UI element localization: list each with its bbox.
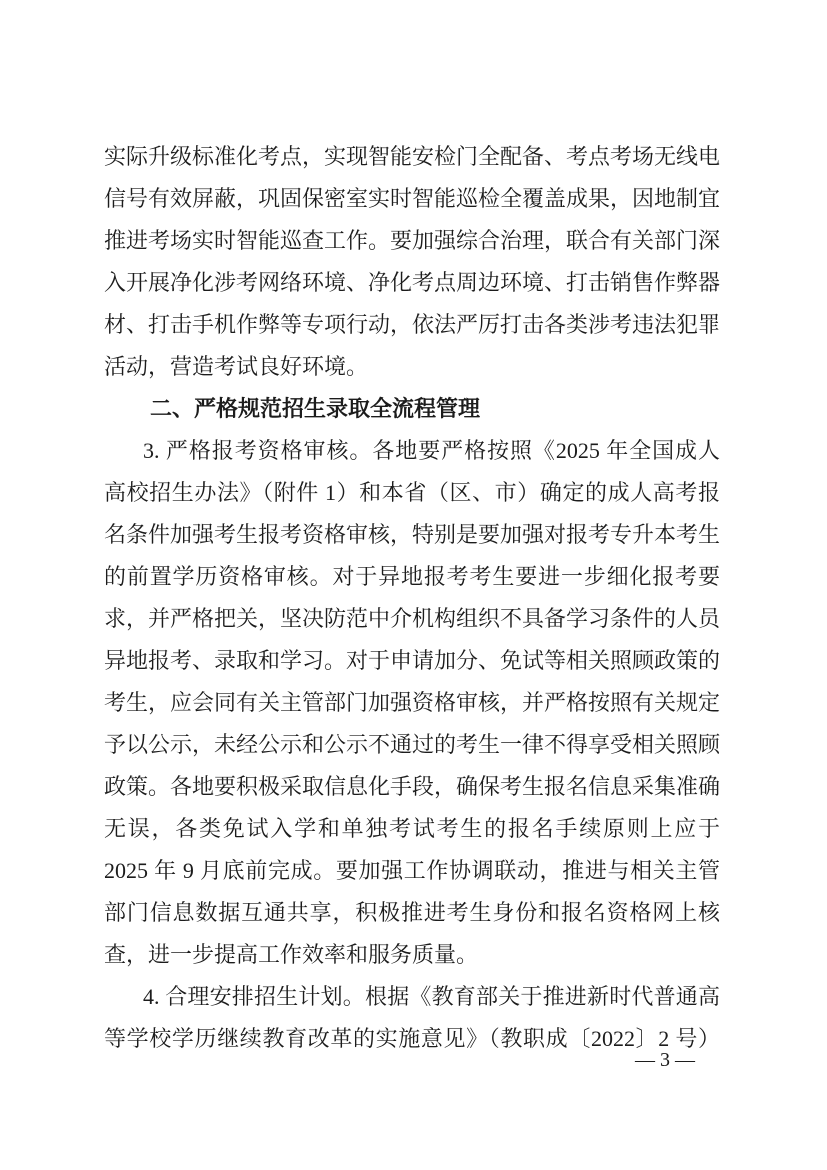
body-line: 推进考场实时智能巡查工作。要加强综合治理，联合有关部门深 (104, 228, 720, 253)
body-line: 2025 年 9 月底前完成。要加强工作协调联动，推进与相关主管 (104, 858, 720, 883)
body-line: 部门信息数据互通共享，积极推进考生身份和报名资格网上核 (104, 900, 720, 925)
body-line: 高校招生办法》（附件 1）和本省（区、市）确定的成人高考报 (104, 480, 720, 505)
body-line: 无误，各类免试入学和单独考试考生的报名手续原则上应于 (104, 816, 720, 841)
body-line: 考生，应会同有关主管部门加强资格审核，并严格按照有关规定 (104, 690, 720, 715)
body-line: 予以公示，未经公示和公示不通过的考生一律不得享受相关照顾 (104, 732, 720, 757)
body-line: 材、打击手机作弊等专项行动，依法严厉打击各类涉考违法犯罪 (104, 312, 720, 337)
body-line: 政策。各地要积极采取信息化手段，确保考生报名信息采集准确 (104, 774, 720, 799)
page-number: — 3 — (635, 1049, 695, 1071)
body-line: 活动，营造考试良好环境。 (104, 354, 369, 379)
body-line: 入开展净化涉考网络环境、净化考点周边环境、打击销售作弊器 (104, 270, 720, 295)
document-body (104, 136, 720, 1060)
body-line: 信号有效屏蔽，巩固保密室实时智能巡检全覆盖成果，因地制宜 (104, 186, 720, 211)
body-line: 求，并严格把关，坚决防范中介机构组织不具备学习条件的人员 (104, 606, 720, 631)
section-heading: 二、严格规范招生录取全流程管理 (150, 396, 481, 421)
body-line: 4. 合理安排招生计划。根据《教育部关于推进新时代普通高 (143, 984, 720, 1009)
body-line: 3. 严格报考资格审核。各地要严格按照《2025 年全国成人 (143, 438, 720, 463)
body-line: 名条件加强考生报考资格审核，特别是要加强对报考专升本考生 (104, 522, 720, 547)
body-line: 查，进一步提高工作效率和服务质量。 (104, 942, 479, 967)
body-line: 实际升级标准化考点，实现智能安检门全配备、考点考场无线电 (104, 144, 720, 169)
body-line: 的前置学历资格审核。对于异地报考考生要进一步细化报考要 (104, 564, 720, 589)
body-line: 异地报考、录取和学习。对于申请加分、免试等相关照顾政策的 (104, 648, 720, 673)
body-line: 等学校学历继续教育改革的实施意见》（教职成〔2022〕2 号） (104, 1026, 720, 1051)
